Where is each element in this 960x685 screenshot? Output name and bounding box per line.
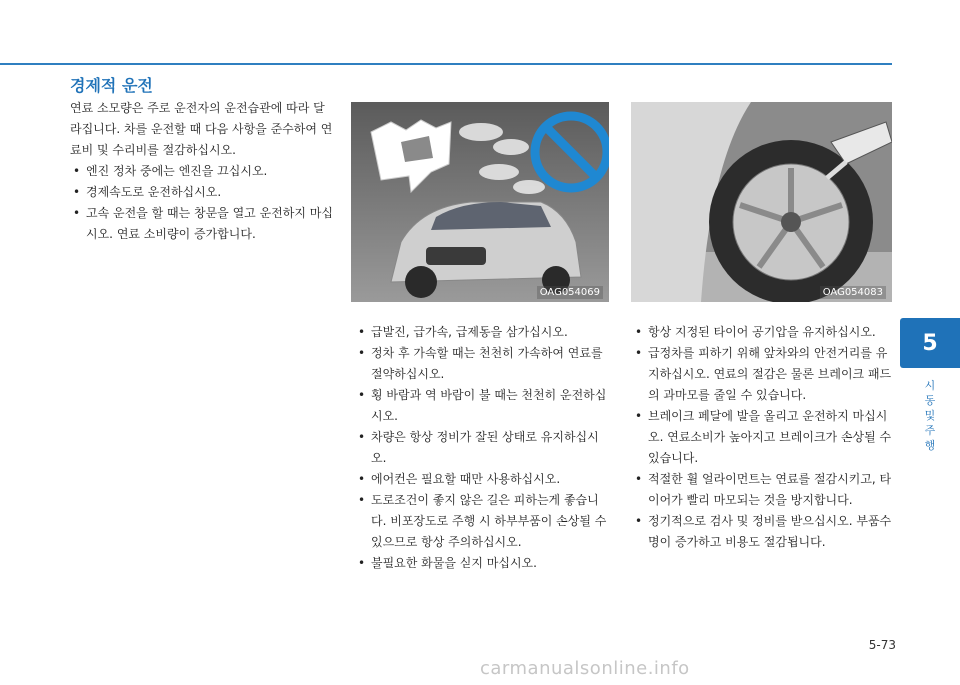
tire-icon — [709, 140, 873, 302]
bullet-item: • 브레이크 페달에 발을 올리고 운전하지 마십시오. 연료소비가 높아지고 브레이크가 손상될 수 있습니다. — [632, 406, 894, 469]
bullet-item: • 급발진, 급가속, 급제동을 삼가십시오. — [355, 322, 611, 343]
middle-column — [355, 322, 611, 574]
tire-illustration — [631, 102, 892, 302]
header-rule — [0, 63, 892, 65]
bullet-item: • 경제속도로 운전하십시오. — [70, 182, 336, 203]
right-column — [632, 322, 894, 553]
bullet-item: • 에어컨은 필요할 때만 사용하십시오. — [355, 469, 611, 490]
bullet-item: • 급정차를 피하기 위해 앞차와의 안전거리를 유지하십시오. 연료의 절감은 물론 브레이크 패드의 과마모를 줄일 수 있습니다. — [632, 343, 894, 406]
bullet-item: • 정기적으로 검사 및 정비를 받으십시오. 부품수명이 증가하고 비용도 절감됩니다. — [632, 511, 894, 553]
bullet-item: • 도로조건이 좋지 않은 길은 피하는게 좋습니다. 비포장도로 주행 시 하부부품이 손상될 수 있으므로 항상 주의하십시오. — [355, 490, 611, 553]
intro-paragraph: 연료 소모량은 주로 운전자의 운전습관에 따라 달라집니다. 차를 운전할 때 다음 사항을 준수하여 연료비 및 수리비를 절감하십시오. — [70, 101, 333, 157]
figure-tire-pressure — [631, 102, 892, 302]
figure-code: OAG054083 — [820, 286, 886, 299]
figure-open-window-car — [351, 102, 609, 302]
intro-column — [70, 98, 336, 245]
bullet-item: • 횡 바람과 역 바람이 불 때는 천천히 운전하십시오. — [355, 385, 611, 427]
car-illustration — [351, 102, 609, 302]
middle-bullet-list — [355, 322, 611, 574]
intro-bullet-list — [70, 161, 336, 245]
section-title: 경제적 운전 — [70, 76, 153, 95]
bullet-item: • 정차 후 가속할 때는 천천히 가속하여 연료를 절약하십시오. — [355, 343, 611, 385]
bullet-item: • 엔진 정차 중에는 엔진을 끄십시오. — [70, 161, 336, 182]
bullet-item: • 항상 지정된 타이어 공기압을 유지하십시오. — [632, 322, 894, 343]
page-number: 5-73 — [868, 638, 896, 652]
bullet-item: • 적절한 휠 얼라이먼트는 연료를 절감시키고, 타이어가 빨리 마모되는 것을 방지합니다. — [632, 469, 894, 511]
right-bullet-list — [632, 322, 894, 553]
chapter-number: 5 — [922, 330, 938, 356]
figure-code: OAG054069 — [537, 286, 603, 299]
bullet-item: • 차량은 항상 정비가 잘된 상태로 유지하십시오. — [355, 427, 611, 469]
watermark: carmanualsonline.info — [480, 658, 690, 679]
bullet-item: • 불필요한 화물을 싣지 마십시오. — [355, 553, 611, 574]
chapter-title: 시동 및 주행 — [924, 379, 936, 452]
bullet-item: • 고속 운전을 할 때는 창문을 열고 운전하지 마십시오. 연료 소비량이 증가합니다. — [70, 203, 336, 245]
chapter-tab[interactable] — [900, 318, 960, 368]
